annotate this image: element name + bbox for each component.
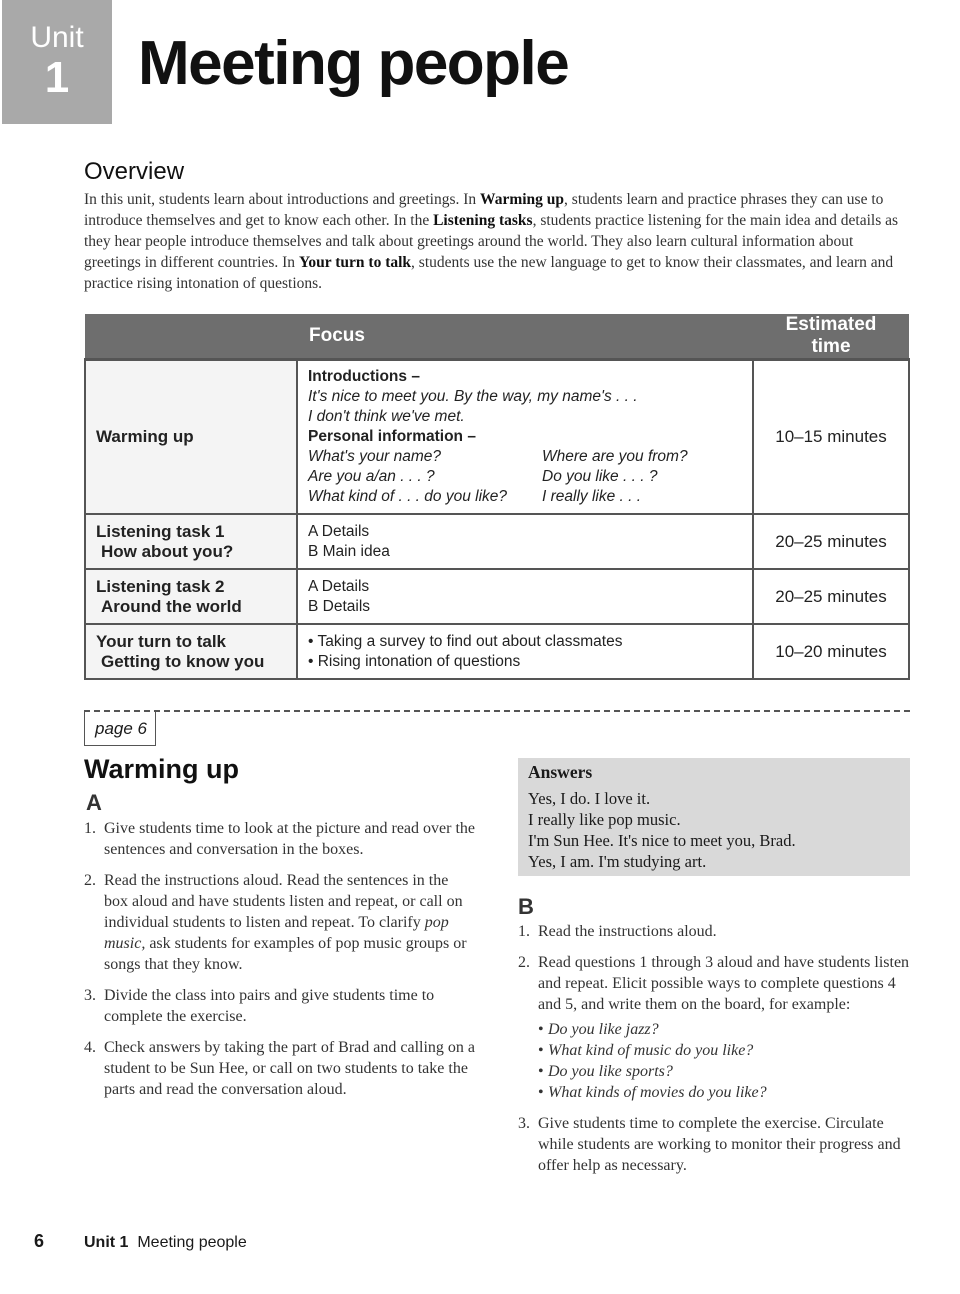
focus-two-col xyxy=(308,447,742,507)
step-text-part: Read the instructions aloud. Read the sentences in the box aloud and have students listen and repeat, or call on individual students to listen and repeat. To clarify xyxy=(104,872,463,931)
footer-page-number: 6 xyxy=(34,1231,45,1251)
table-row xyxy=(85,624,909,679)
row-time-yourturn: 10–20 minutes xyxy=(753,624,909,679)
focus-item: What's your name? xyxy=(308,448,442,465)
focus-item: B Details xyxy=(308,597,371,615)
section-letter-a: A xyxy=(86,790,102,815)
row-label-main: Your turn to talk xyxy=(96,631,227,651)
header-focus: Focus xyxy=(297,314,753,360)
step-text xyxy=(104,872,467,973)
dashed-divider xyxy=(84,710,910,712)
table-header-row xyxy=(85,314,909,360)
header-estimated-time: Estimated time xyxy=(753,314,909,360)
row-label-sub: How about you? xyxy=(101,541,234,561)
list-item xyxy=(84,1037,476,1100)
overview-text-part: , students practice listening for the main idea and details as they hear people introduce themselves and talk about greetings around the world. They also learn cultural information about greetings in different countries. In xyxy=(84,212,899,271)
focus-item: Are you a/an . . . ? xyxy=(308,468,435,485)
section-heading: Warming up xyxy=(84,754,239,784)
overview-heading: Overview xyxy=(84,158,185,185)
steps-a-list xyxy=(84,818,476,1110)
steps-b-list xyxy=(518,921,910,1186)
list-item xyxy=(518,921,910,942)
row-label-listening1 xyxy=(85,514,297,569)
footer-unit-title: Meeting people xyxy=(137,1234,247,1251)
example-item: • What kinds of movies do you like? xyxy=(538,1082,910,1103)
unit-badge xyxy=(2,0,112,124)
answer-line: Yes, I do. I love it. xyxy=(528,789,651,808)
step-text-italic: pop music, xyxy=(104,914,449,952)
step-text: Check answers by taking the part of Brad and calling on a student to be Sun Hee, or call on two students to take the parts and read the conversation aloud. xyxy=(104,1039,475,1098)
step-number: 3. xyxy=(518,1115,530,1132)
list-item xyxy=(518,1113,910,1176)
unit-number: 1 xyxy=(44,53,70,102)
list-item xyxy=(518,952,910,1103)
list-item xyxy=(84,870,476,975)
answer-line: I really like pop music. xyxy=(528,810,681,829)
step-number: 4. xyxy=(84,1039,96,1056)
row-label-yourturn xyxy=(85,624,297,679)
row-time-warming: 10–15 minutes xyxy=(753,360,909,515)
row-time-listening2: 20–25 minutes xyxy=(753,569,909,624)
row-label-main: Listening task 2 xyxy=(96,576,225,596)
focus-item: • Taking a survey to find out about classmates xyxy=(308,632,623,650)
step-number: 3. xyxy=(84,987,96,1004)
step-text: Give students time to look at the picture and read over the sentences and conversation in the boxes. xyxy=(104,820,475,858)
focus-item: B Main idea xyxy=(308,542,390,560)
focus-item: Do you like . . . ? xyxy=(542,468,658,485)
focus-table xyxy=(84,314,910,680)
focus-item: Where are you from? xyxy=(542,448,688,465)
list-item xyxy=(84,818,476,860)
overview-bold-listening: Listening tasks xyxy=(433,212,533,229)
answers-title: Answers xyxy=(528,762,593,782)
row-focus-warming xyxy=(297,360,753,515)
focus-item: A Details xyxy=(308,522,370,540)
step-text-part: ask students for examples of pop music groups or songs that they know. xyxy=(104,935,467,973)
examples-list xyxy=(538,1019,910,1103)
focus-col-left xyxy=(308,447,542,507)
table-row xyxy=(85,514,909,569)
footer-unit-label: Unit 1 xyxy=(84,1234,129,1251)
row-label-sub: Around the world xyxy=(101,596,242,616)
unit-word: Unit xyxy=(30,21,84,54)
focus-item: It's nice to meet you. By the way, my name's . . . xyxy=(308,388,638,405)
focus-item: I don't think we've met. xyxy=(308,408,465,425)
row-time-listening1: 20–25 minutes xyxy=(753,514,909,569)
answers-box xyxy=(518,758,910,876)
step-number: 1. xyxy=(518,923,530,940)
table-row xyxy=(85,360,909,515)
focus-heading: Introductions – xyxy=(308,368,420,385)
focus-item: What kind of . . . do you like? xyxy=(308,488,508,505)
row-label-main: Listening task 1 xyxy=(96,521,225,541)
focus-col-right xyxy=(542,447,688,507)
example-item: • Do you like jazz? xyxy=(538,1019,910,1040)
page-title: Meeting people xyxy=(138,29,569,98)
table-row xyxy=(85,569,909,624)
step-text: Read questions 1 through 3 aloud and have students listen and repeat. Elicit possible ways to complete questions 4 and 5, and write them on the board, for example: xyxy=(538,954,910,1013)
overview-text xyxy=(84,189,910,294)
step-text: Divide the class into pairs and give students time to complete the exercise. xyxy=(104,987,435,1025)
page-reference: page 6 xyxy=(84,712,156,746)
row-focus-yourturn xyxy=(297,624,753,679)
section-letter-b: B xyxy=(518,894,534,919)
focus-heading: Personal information – xyxy=(308,428,476,445)
overview-text-part: , students use the new language to get to know their classmates, and learn and practice rising intonation of questions. xyxy=(84,254,894,292)
overview-bold-yourturn: Your turn to talk xyxy=(298,254,412,271)
row-focus-listening1 xyxy=(297,514,753,569)
row-label-warming: Warming up xyxy=(85,360,297,515)
footer-running-title xyxy=(84,1234,247,1252)
answer-line: I'm Sun Hee. It's nice to meet you, Brad. xyxy=(528,831,796,850)
overview-text-part: In this unit, students learn about introductions and greetings. In xyxy=(84,191,481,208)
step-text: Read the instructions aloud. xyxy=(538,923,717,940)
step-number: 2. xyxy=(84,872,96,889)
header-empty xyxy=(85,314,297,360)
step-number: 2. xyxy=(518,954,530,971)
overview-text-part: , students learn and practice phrases they can use to introduce themselves and get to know each other. In the xyxy=(84,191,884,229)
focus-item: I really like . . . xyxy=(542,488,642,505)
example-item: • Do you like sports? xyxy=(538,1061,910,1082)
step-text: Give students time to complete the exercise. Circulate while students are working to monitor their progress and offer help as necessary. xyxy=(538,1115,901,1174)
answer-line: Yes, I am. I'm studying art. xyxy=(528,852,707,871)
row-focus-listening2 xyxy=(297,569,753,624)
row-label-listening2 xyxy=(85,569,297,624)
focus-item: A Details xyxy=(308,577,370,595)
example-item: • What kind of music do you like? xyxy=(538,1040,910,1061)
list-item xyxy=(84,985,476,1027)
focus-item: • Rising intonation of questions xyxy=(308,652,521,670)
row-label-sub: Getting to know you xyxy=(101,651,265,671)
overview-bold-warming: Warming up xyxy=(480,191,565,208)
step-number: 1. xyxy=(84,820,96,837)
